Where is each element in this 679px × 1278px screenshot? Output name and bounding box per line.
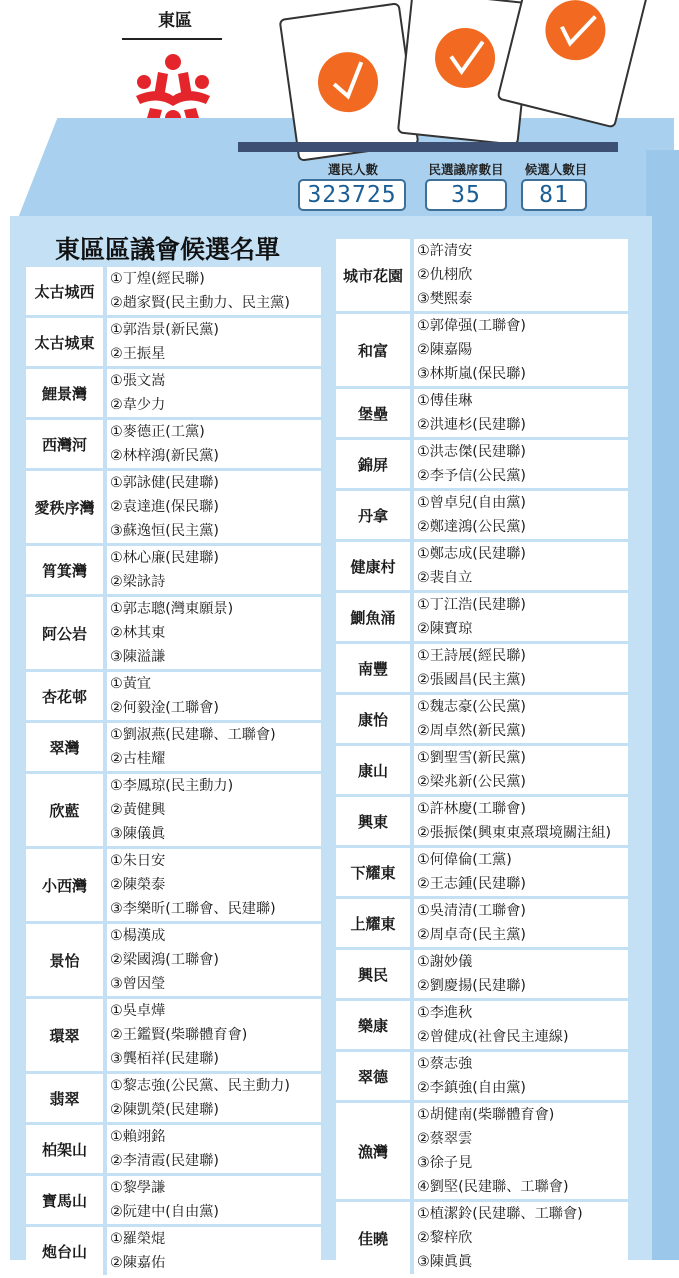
candidate-name: ②陳嘉佑 — [110, 1255, 166, 1271]
candidate-list — [414, 491, 628, 539]
candidate-name: ②仇栩欣 — [417, 267, 473, 283]
district-row — [336, 1202, 628, 1274]
candidate-name: ②梁兆新(公民黨) — [417, 774, 526, 790]
district-name: 阿公岩 — [26, 597, 107, 669]
candidate-name: ③陳眞眞 — [417, 1254, 473, 1270]
list-title: 東區區議會候選名單 — [55, 235, 281, 264]
candidate-name: ②鄭達鴻(公民黨) — [417, 519, 526, 535]
district-name: 丹拿 — [336, 491, 414, 539]
district-row — [26, 1227, 321, 1275]
candidate-name: ①黃宜 — [110, 676, 152, 692]
candidate-list — [107, 1227, 321, 1275]
district-name: 和富 — [336, 314, 414, 386]
candidate-name: ③林斯嵐(保民聯) — [417, 366, 526, 382]
district-name: 興民 — [336, 950, 414, 998]
stat-value-candidates: 81 — [521, 179, 587, 211]
candidate-list — [414, 542, 628, 590]
candidate-name: ②趙家賢(民主動力、民主黨) — [110, 295, 290, 311]
candidate-name: ②劉慶揚(民建聯) — [417, 978, 526, 994]
candidate-name: ①傅佳琳 — [417, 393, 473, 409]
stat-label-voters: 選民人數 — [327, 162, 378, 177]
candidate-name: ③李樂昕(工聯會、民建聯) — [110, 901, 276, 917]
district-row — [26, 471, 321, 543]
candidate-name: ①賴翊銘 — [110, 1129, 166, 1145]
stat-value-voters: 323725 — [298, 179, 406, 211]
district-row — [26, 672, 321, 720]
candidate-name: ②李予信(公民黨) — [417, 468, 526, 484]
district-name: 鯉景灣 — [26, 369, 107, 417]
candidate-name: ④劉堅(民建聯、工聯會) — [417, 1179, 569, 1195]
candidate-name: ②陳寶琼 — [417, 621, 473, 637]
candidate-name: ①郭偉强(工聯會) — [417, 318, 526, 334]
candidate-name: ①羅榮焜 — [110, 1231, 166, 1247]
district-row — [336, 542, 628, 590]
candidate-name: ①丁煌(經民聯) — [110, 271, 205, 287]
district-row — [26, 318, 321, 366]
checkmark-icon — [314, 48, 382, 116]
candidate-list — [414, 1202, 628, 1274]
district-row — [26, 999, 321, 1071]
district-name: 杏花邨 — [26, 672, 107, 720]
candidate-name: ②黎梓欣 — [417, 1230, 473, 1246]
candidate-list — [414, 695, 628, 743]
stat-label-seats: 民選議席數目 — [428, 162, 504, 177]
candidate-name: ①吳清清(工聯會) — [417, 903, 526, 919]
candidate-name: ③陳溢謙 — [110, 649, 166, 665]
candidate-name: ②黃健興 — [110, 802, 166, 818]
district-row — [26, 1176, 321, 1224]
candidate-name: ②張振傑(興東東熹環境關注組) — [417, 825, 612, 841]
candidate-name: ①林心廉(民建聯) — [110, 550, 219, 566]
district-row — [336, 695, 628, 743]
candidate-name: ②李清霞(民建聯) — [110, 1153, 219, 1169]
candidate-list — [414, 440, 628, 488]
district-name: 錦屏 — [336, 440, 414, 488]
candidate-name: ③樊熙泰 — [417, 291, 473, 307]
district-row — [26, 369, 321, 417]
district-name: 太古城西 — [26, 267, 107, 315]
district-row — [336, 440, 628, 488]
candidate-name: ①植潔鈴(民建聯、工聯會) — [417, 1206, 583, 1222]
candidate-name: ②阮建中(自由黨) — [110, 1204, 219, 1220]
candidate-list — [414, 899, 628, 947]
district-row — [336, 950, 628, 998]
candidate-list — [107, 924, 321, 996]
district-name: 康山 — [336, 746, 414, 794]
candidate-list — [414, 1001, 628, 1049]
candidate-list — [107, 849, 321, 921]
district-row — [336, 1052, 628, 1100]
district-row — [336, 1001, 628, 1049]
candidate-name: ③曾因瑩 — [110, 976, 166, 992]
candidate-name: ②古桂耀 — [110, 751, 166, 767]
district-name: 寶馬山 — [26, 1176, 107, 1224]
district-name: 翠灣 — [26, 723, 107, 771]
district-name: 健康村 — [336, 542, 414, 590]
district-name: 南豐 — [336, 644, 414, 692]
candidate-name: ②林其東 — [110, 625, 166, 641]
district-row — [336, 899, 628, 947]
candidate-name: ②陳榮泰 — [110, 877, 166, 893]
candidate-list — [414, 239, 628, 311]
candidate-name: ①黎志強(公民黨、民主動力) — [110, 1078, 290, 1094]
district-row — [26, 1125, 321, 1173]
district-name: 小西灣 — [26, 849, 107, 921]
district-name: 翡翠 — [26, 1074, 107, 1122]
candidate-name: ②周卓然(新民黨) — [417, 723, 526, 739]
candidate-name: ②李鎮強(自由黨) — [417, 1080, 526, 1096]
candidate-list — [414, 644, 628, 692]
candidate-list — [107, 597, 321, 669]
district-name: 翠德 — [336, 1052, 414, 1100]
left-candidate-list — [26, 264, 321, 1278]
candidate-name: ③蘇逸恒(民主黨) — [110, 523, 219, 539]
candidate-list — [414, 848, 628, 896]
district-row — [26, 267, 321, 315]
candidate-list — [414, 1052, 628, 1100]
district-name: 欣藍 — [26, 774, 107, 846]
candidate-name: ②王志鍾(民建聯) — [417, 876, 526, 892]
district-name: 城市花園 — [336, 239, 414, 311]
candidate-list — [107, 1125, 321, 1173]
checkmark-icon — [432, 25, 498, 91]
candidate-name: ②張國昌(民主黨) — [417, 672, 526, 688]
district-row — [336, 848, 628, 896]
candidate-name: ①朱日安 — [110, 853, 166, 869]
district-row — [336, 746, 628, 794]
district-name: 景怡 — [26, 924, 107, 996]
candidate-name: ①蔡志強 — [417, 1056, 473, 1072]
district-name: 鰂魚涌 — [336, 593, 414, 641]
candidate-name: ②何毅淦(工聯會) — [110, 700, 219, 716]
candidate-name: ①麥德正(工黨) — [110, 424, 205, 440]
candidate-name: ②韋少力 — [110, 397, 166, 413]
district-row — [26, 849, 321, 921]
district-row — [336, 1103, 628, 1199]
district-row — [336, 491, 628, 539]
ballot-paper — [279, 2, 420, 162]
candidate-name: ①洪志傑(民建聯) — [417, 444, 526, 460]
stat-value-seats: 35 — [425, 179, 507, 211]
district-row — [26, 546, 321, 594]
checkmark-icon — [539, 0, 612, 67]
district-name: 興東 — [336, 797, 414, 845]
candidate-name: ②裴自立 — [417, 570, 473, 586]
candidate-list — [414, 593, 628, 641]
district-name: 筲箕灣 — [26, 546, 107, 594]
candidate-name: ②洪連杉(民建聯) — [417, 417, 526, 433]
candidate-name: ③陳儀眞 — [110, 826, 166, 842]
candidate-list — [107, 471, 321, 543]
candidate-list — [107, 999, 321, 1071]
district-name: 漁灣 — [336, 1103, 414, 1199]
right-candidate-list — [336, 236, 628, 1277]
district-name: 下耀東 — [336, 848, 414, 896]
candidate-list — [414, 950, 628, 998]
candidate-list — [107, 1176, 321, 1224]
district-row — [26, 420, 321, 468]
candidate-name: ①劉淑燕(民建聯、工聯會) — [110, 727, 276, 743]
candidate-name: ①許清安 — [417, 243, 473, 259]
candidate-list — [107, 546, 321, 594]
candidate-name: ①郭志聰(灣東願景) — [110, 601, 234, 617]
candidate-list — [107, 672, 321, 720]
candidate-list — [107, 1074, 321, 1122]
district-row — [26, 597, 321, 669]
district-name: 上耀東 — [336, 899, 414, 947]
candidate-list — [414, 746, 628, 794]
candidate-name: ①吳卓燁 — [110, 1003, 166, 1019]
district-name: 太古城東 — [26, 318, 107, 366]
candidate-list — [107, 369, 321, 417]
district-row — [336, 239, 628, 311]
candidate-name: ①曾卓兒(自由黨) — [417, 495, 526, 511]
candidate-name: ②林梓鴻(新民黨) — [110, 448, 219, 464]
district-row — [336, 389, 628, 437]
candidate-name: ①郭詠健(民建聯) — [110, 475, 219, 491]
stat-label-candidates: 候選人數目 — [524, 162, 588, 177]
candidate-list — [414, 314, 628, 386]
candidate-list — [107, 723, 321, 771]
candidate-name: ①魏志豪(公民黨) — [417, 699, 526, 715]
candidate-name: ①何偉倫(工黨) — [417, 852, 512, 868]
candidate-name: ③徐子見 — [417, 1155, 473, 1171]
candidate-name: ①許林慶(工聯會) — [417, 801, 526, 817]
district-name: 堡壘 — [336, 389, 414, 437]
candidate-name: ③龔栢祥(民建聯) — [110, 1051, 219, 1067]
candidate-name: ②袁達進(保民聯) — [110, 499, 219, 515]
district-row — [26, 723, 321, 771]
candidate-name: ②周卓奇(民主黨) — [417, 927, 526, 943]
candidate-name: ①王詩展(經民聯) — [417, 648, 526, 664]
candidate-name: ②王振星 — [110, 346, 166, 362]
candidate-list — [107, 267, 321, 315]
candidate-name: ②蔡翠雲 — [417, 1131, 473, 1147]
district-row — [336, 314, 628, 386]
district-name: 樂康 — [336, 1001, 414, 1049]
district-name: 佳曉 — [336, 1202, 414, 1274]
district-row — [336, 644, 628, 692]
candidate-name: ①李鳳琼(民主動力) — [110, 778, 234, 794]
candidate-list — [414, 389, 628, 437]
candidate-name: ①鄭志成(民建聯) — [417, 546, 526, 562]
district-name: 柏架山 — [26, 1125, 107, 1173]
district-name: 炮台山 — [26, 1227, 107, 1275]
candidate-name: ②陳嘉陽 — [417, 342, 473, 358]
candidate-name: ①謝妙儀 — [417, 954, 473, 970]
candidate-name: ②梁國鴻(工聯會) — [110, 952, 219, 968]
candidate-name: ②曾健成(社會民主連線) — [417, 1029, 569, 1045]
candidate-list — [414, 797, 628, 845]
candidate-name: ①張文嵩 — [110, 373, 166, 389]
district-name: 西灣河 — [26, 420, 107, 468]
candidate-name: ①胡健南(柴聯體育會) — [417, 1107, 555, 1123]
title-divider — [122, 38, 222, 40]
candidate-name: ①楊漢成 — [110, 928, 166, 944]
district-row — [336, 593, 628, 641]
ballot-slot — [238, 142, 618, 152]
district-row — [336, 797, 628, 845]
district-name: 環翠 — [26, 999, 107, 1071]
candidate-list — [107, 774, 321, 846]
district-title: 東區 — [158, 11, 192, 31]
district-name: 愛秩序灣 — [26, 471, 107, 543]
candidate-name: ②陳凱榮(民建聯) — [110, 1102, 219, 1118]
district-row — [26, 774, 321, 846]
candidate-name: ①黎學謙 — [110, 1180, 166, 1196]
candidate-name: ①郭浩景(新民黨) — [110, 322, 219, 338]
candidate-name: ①丁江浩(民建聯) — [417, 597, 526, 613]
candidate-name: ②王鑑賢(柴聯體育會) — [110, 1027, 248, 1043]
candidate-list — [414, 1103, 628, 1199]
district-row — [26, 1074, 321, 1122]
candidate-list — [107, 420, 321, 468]
district-row — [26, 924, 321, 996]
candidate-name: ①劉聖雪(新民黨) — [417, 750, 526, 766]
district-name: 康怡 — [336, 695, 414, 743]
candidate-name: ①李進秋 — [417, 1005, 473, 1021]
candidate-list — [107, 318, 321, 366]
candidate-name: ②梁詠詩 — [110, 574, 166, 590]
